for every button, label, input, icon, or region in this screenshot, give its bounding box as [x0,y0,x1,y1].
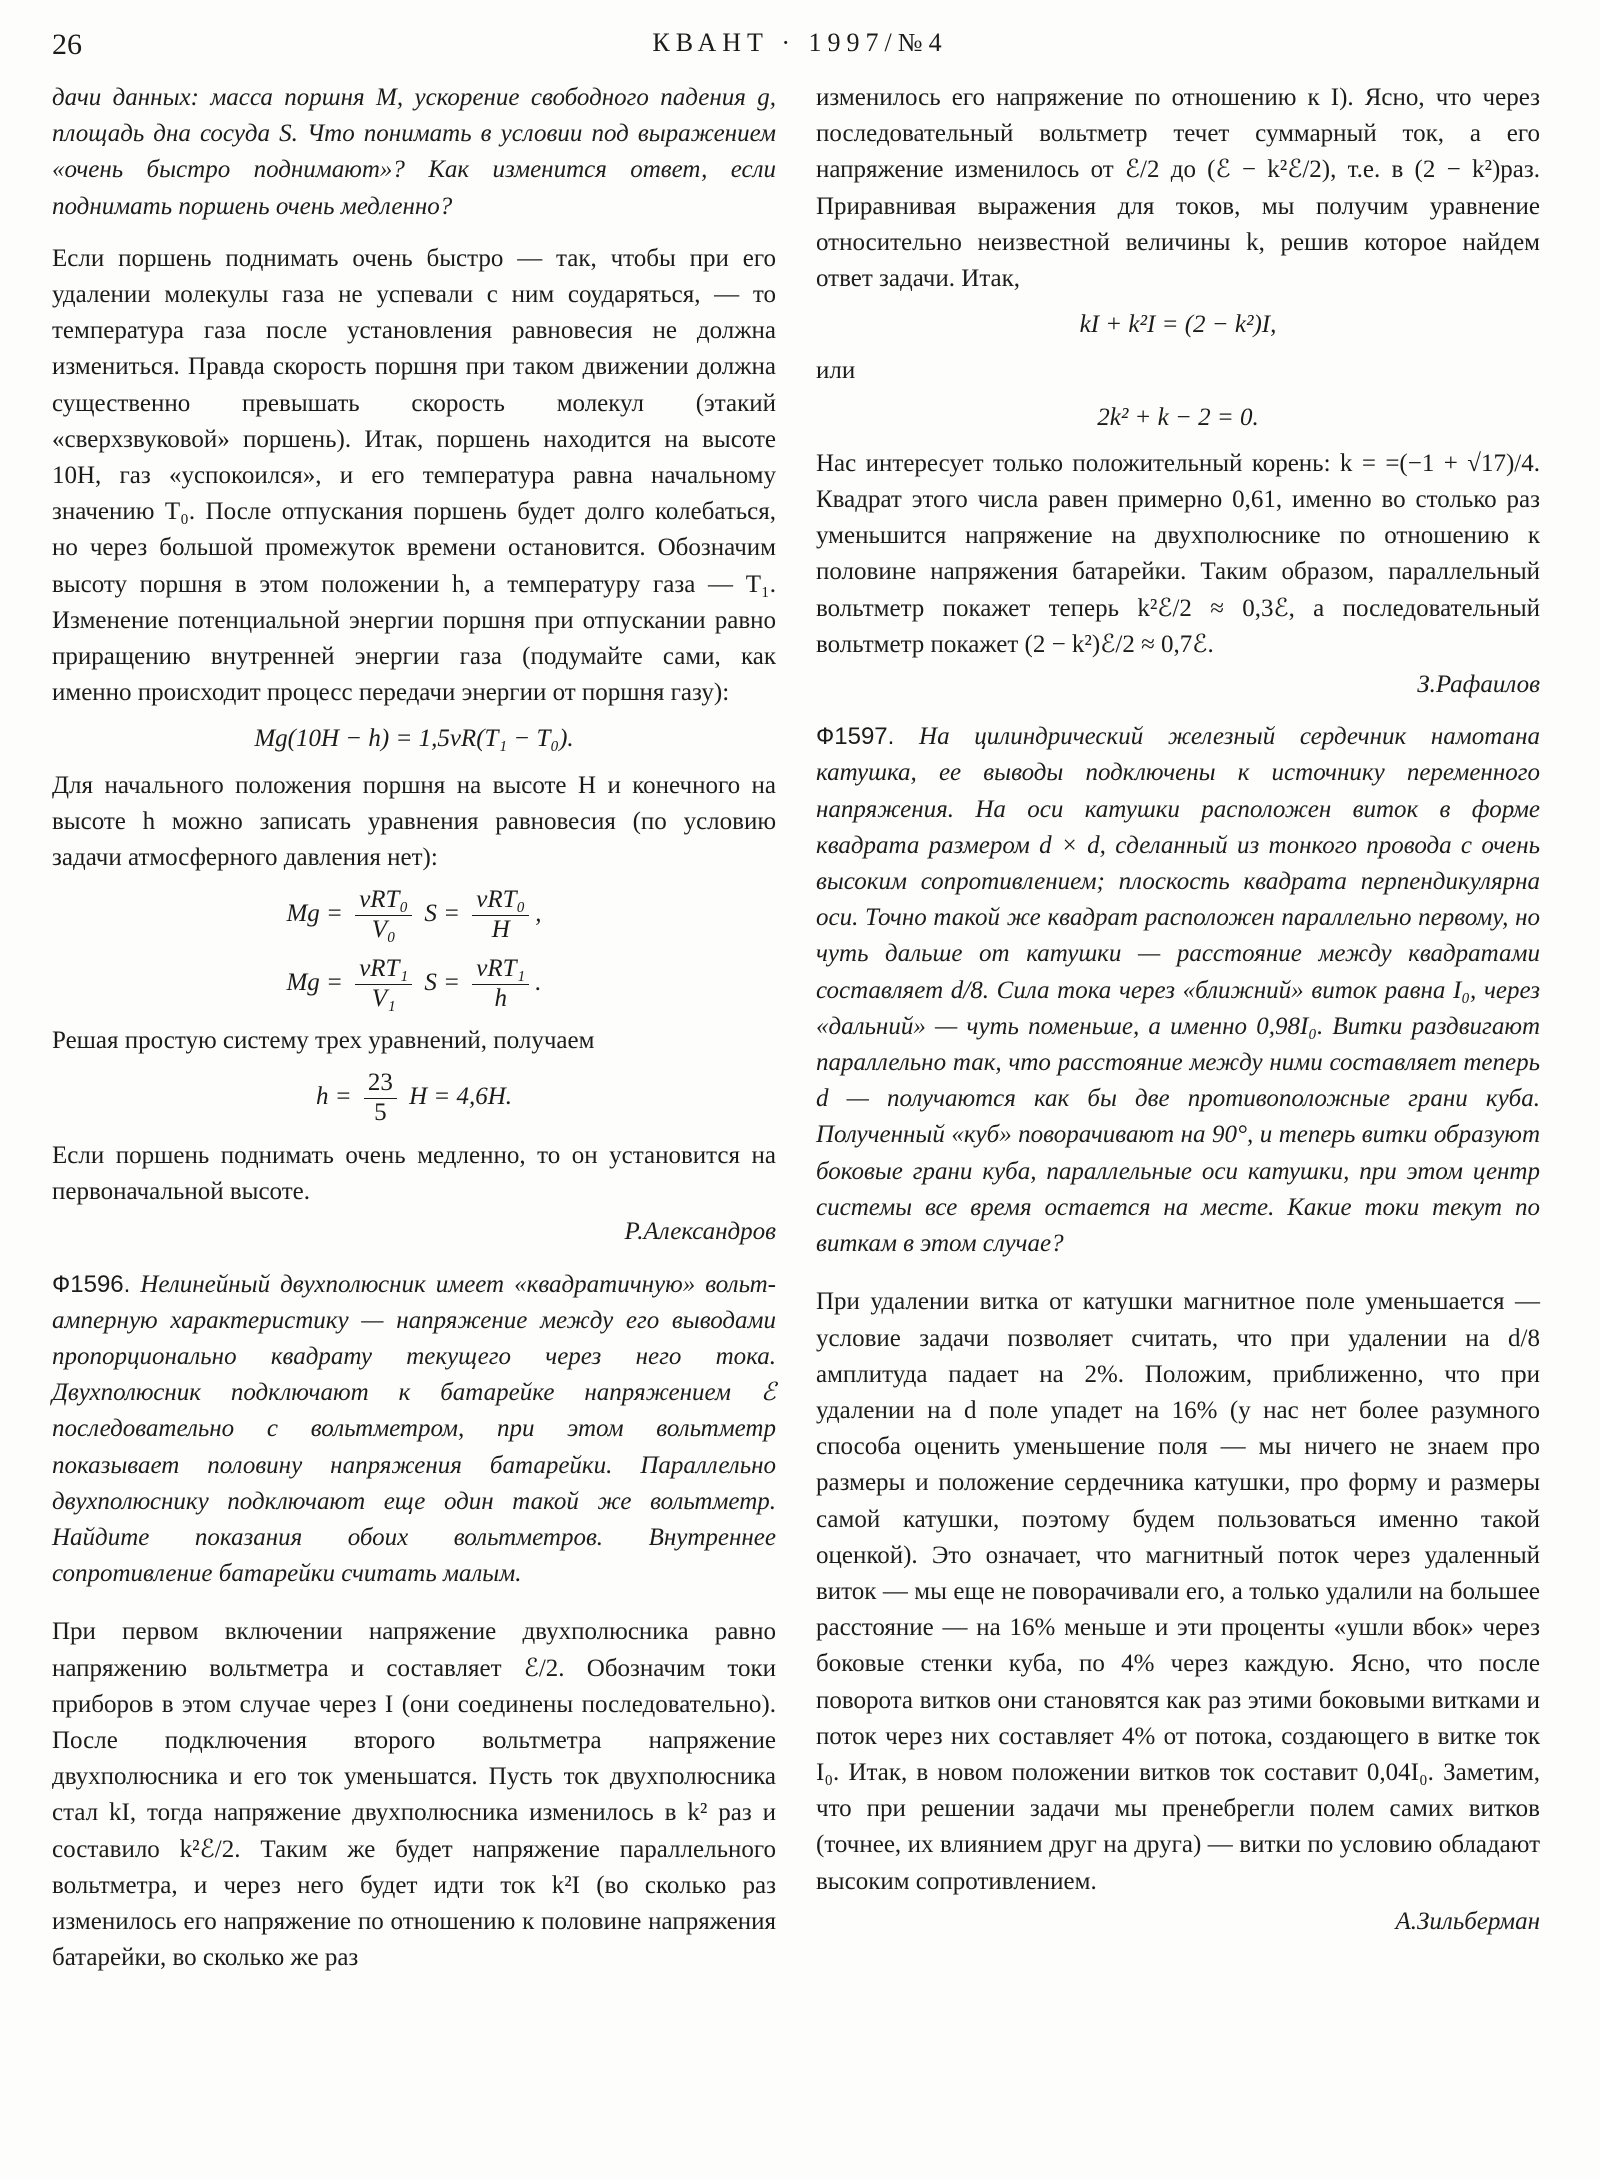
eq-part: . [535,968,542,996]
page-number: 26 [52,28,82,61]
problem-statement [52,1267,776,1593]
eq-part: h = [315,1083,352,1111]
right-column [816,80,1540,1940]
connector-text: или [816,357,856,385]
eq-part: S = [424,968,461,996]
left-column [52,80,776,1976]
equation [52,955,776,1014]
equation: kI + k²I = (2 − k²)I, [1079,311,1277,339]
denominator: h [494,984,508,1012]
numerator: νRT₀ [472,886,529,916]
numerator: νRT₁ [355,955,412,985]
author-signature: А.Зильберман [1395,1907,1540,1935]
problem-text: На цилиндрический железный сердечник намотана катушка, ее выводы подключены к источнику переменного напряжения. На оси катушки расположен виток в форме квадрата размером d × d, сделанный из тонкого провода с очень высоким сопротивлением; плоскость квадрата перпендикулярна оси. Точно такой же квадрат расположен параллельно первому, но чуть дальше от катушки — расстояние между квадратами составляет d/8. Сила тока через «ближний» виток равна I₀, через «дальний» — чуть поменьше, а именно 0,98I₀. Витки раздвигают параллельно так, что расстояние между ними составляет теперь d — получаются как бы две противоположные грани куба. Полученный «куб» поворачивают на 90°, и теперь витки образуют боковые грани куба, параллельные оси катушки, при этом центр системы все время остается на месте. Какие токи текут по виткам в этом случае? [816,723,1541,1258]
author-signature: З.Рафаилов [1417,671,1540,699]
solution-paragraph: изменилось его напряжение по отношению к I). Ясно, что через последовательный вольтметр течет суммарный ток, а его напряжение изменилось от ℰ/2 до (ℰ − k²ℰ/2), т.е. в (2 − k²)раз. Приравнивая выражения для токов, мы получим уравнение относительно неизвестной величины k, решив которое найдем ответ задачи. Итак, [816,84,1540,293]
equation [52,886,776,945]
denominator: V₀ [371,916,396,944]
eq-part: S = [424,900,461,928]
denominator: 5 [374,1099,387,1127]
denominator: V₁ [371,984,396,1012]
fraction [364,1069,397,1128]
equation: Mg(10H − h) = 1,5νR(T₁ − T₀). [254,725,574,753]
problem-text: Нелинейный двухполюсник имеет «квадратичную» вольт-амперную характеристику — напряжение между его выводами пропорционально квадрату текущего через него тока. Двухполюсник подключают к батарейке напряжением ℰ последовательно с вольтметром, при этом вольтметр показывает половину напряжения батарейки. Параллельно двухполюснику подключают еще один такой же вольтметр. Найдите показания обоих вольтметров. Внутреннее сопротивление батарейки считать малым. [52,1270,776,1588]
solution-paragraph: Решая простую систему трех уравнений, получаем [52,1027,595,1055]
numerator: νRT₀ [355,886,412,916]
equation [52,1069,776,1128]
denominator: H [491,916,510,944]
equation: 2k² + k − 2 = 0. [1097,403,1259,431]
eq-part: , [535,900,542,928]
eq-part: Mg = [286,968,343,996]
author-signature: Р.Александров [624,1218,776,1246]
solution-paragraph: Если поршень поднимать очень медленно, то он установится на первоначальной высоте. [52,1141,776,1206]
solution-paragraph: При удалении витка от катушки магнитное поле уменьшается — условие задачи позволяет считать, что при удалении на d/8 амплитуда падает на 2%. Положим, приближенно, что при удалении на d поле упадет на 16% (у нас нет более разумного способа оценить уменьшение поля — мы ничего не знаем про размеры и положение сердечника катушки, про форму и размеры самой катушки, поэтому будем пользоваться именно такой оценкой). Это означает, что магнитный поток через удаленный виток — мы еще не поворачивали его, а только удалили на большее расстояние — на 16% меньше и эти проценты «ушли вбок» через боковые стенки куба, по 4% через каждую. Ясно, что после поворота витков они становятся как раз этими боковыми витками и поток через них составляет 4% от потока, создающего в витке ток I₀. Итак, в новом положении витков ток составит 0,04I₀. Заметим, что при решении задачи мы пренебрегли полем самих витков (точнее, их влиянием друг на друга) — витки по условию обладают высоким сопротивлением. [816,1288,1540,1895]
problem-statement [816,719,1540,1262]
solution-paragraph: Нас интересует только положительный корень: k = =(−1 + √17)/4. Квадрат этого числа равен примерно 0,61, именно во столько раз уменьшится напряжение на двухполюснике по отношению к половине напряжения батарейки. Таким образом, параллельный вольтметр покажет теперь k²ℰ/2 ≈ 0,3ℰ, а последовательный вольтметр покажет (2 − k²)ℰ/2 ≈ 0,7ℰ. [816,449,1540,658]
fraction [472,886,529,945]
numerator: 23 [364,1069,397,1099]
numerator: νRT₁ [472,955,529,985]
eq-part: Mg = [286,900,343,928]
problem-number: Ф1596. [52,1270,131,1298]
solution-paragraph: Для начального положения поршня на высоте H и конечного на высоте h можно записать уравнения равновесия (по условию задачи атмосферного давления нет): [52,771,776,872]
fraction [355,886,412,945]
fraction [355,955,412,1014]
solution-paragraph: Если поршень поднимать очень быстро — так, чтобы при его удалении молекулы газа не успевали с ним соударяться, — то температура газа после установления равновесия не должна измениться. Правда скорость поршня при таком движении должна существенно превышать скорость молекул (этакий «сверхзвуковой» поршень). Итак, поршень находится на высоте 10H, газ «успокоился», и его температура равна начальному значению T₀. После отпускания поршень будет долго колебаться, но через большой промежуток времени остановится. Обозначим высоту поршня в этом положении h, а температуру газа — T₁. Изменение потенциальной энергии поршня при отпускании равно приращению внутренней энергии газа (подумайте сами, как именно происходит процесс передачи энергии от поршня газу): [52,244,776,707]
problem-number: Ф1597. [816,723,895,751]
journal-title: КВАНТ · 1997/№4 [652,28,948,57]
fraction [472,955,529,1014]
page-header [52,28,1548,68]
problem-intro: дачи данных: масса поршня M, ускорение свободного падения g, площадь дна сосуда S. Что понимать в условии под выражением «очень быстро поднимают»? Как изменится ответ, если поднимать поршень очень медленно? [52,84,776,220]
solution-paragraph: При первом включении напряжение двухполюсника равно напряжению вольтметра и составляет ℰ/2. Обозначим токи приборов в этом случае через I (они соединены последовательно). После подключения второго вольтметра напряжение двухполюсника и его ток уменьшатся. Пусть ток двухполюсника стал kI, тогда напряжение двухполюсника изменилось в k² раз и составило k²ℰ/2. Таким же будет напряжение параллельного вольтметра, и через него будет идти ток k²I (во сколько раз изменилось его напряжение по отношению к половине напряжения батарейки, во сколько же раз [52,1618,776,1972]
eq-part: H = 4,6H. [409,1083,513,1111]
